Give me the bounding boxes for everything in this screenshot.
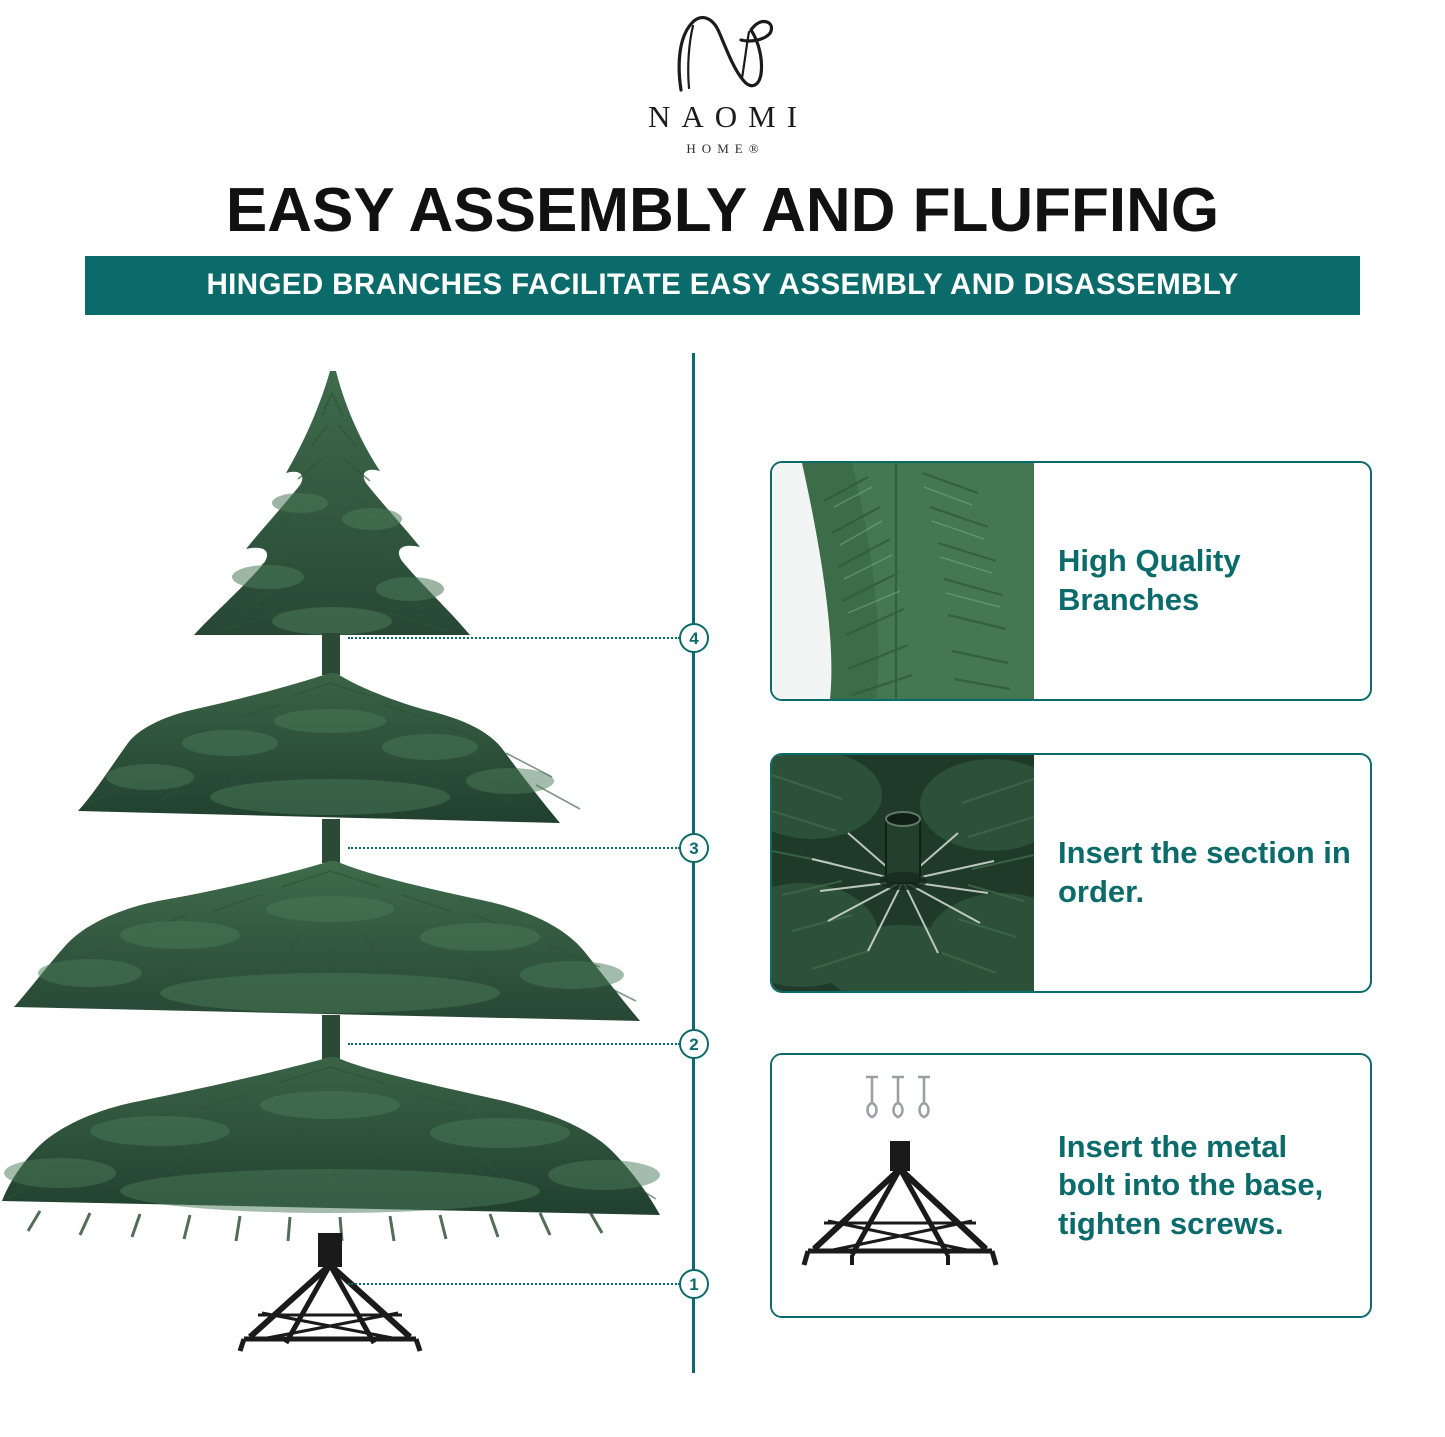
connector-line-3 [348,847,680,849]
brand-subname: HOME® [686,141,765,156]
tree-lower-middle-section [14,861,640,1059]
connector-line-4 [348,637,680,639]
tree-bottom-section [2,1057,660,1241]
feature-card-branches-text [1034,463,1370,699]
step-node-4: 4 [679,623,709,653]
card-label: High Quality Branches [1058,543,1241,618]
connector-line-1 [348,1283,680,1285]
connector-line-2 [348,1043,680,1045]
tree-pole-4 [322,633,340,675]
timeline-axis [692,353,695,1373]
subtitle-banner: HINGED BRANCHES FACILITATE EASY ASSEMBLY AND DISASSEMBLY [85,256,1360,315]
card-label: Insert the section in order. [1058,835,1351,910]
stand-with-screws-illustration [772,1055,1034,1316]
tree-top-section [194,371,470,675]
brand-header [0,0,1445,157]
feature-card-metal-bolt [770,1053,1372,1318]
tree-upper-middle-section [78,673,580,863]
step-node-3: 3 [679,833,709,863]
tree-pole-3 [322,819,340,863]
brand-name: NAOMI [647,99,809,134]
page-title: EASY ASSEMBLY AND FLUFFING [225,176,1220,245]
step-node-2: 2 [679,1029,709,1059]
assembly-diagram [0,353,1445,1383]
metal-tree-stand-icon [240,1233,420,1351]
step-node-1: 1 [679,1269,709,1299]
pole-insert-photo [772,755,1034,991]
feature-card-branches [770,461,1372,701]
feature-card-insert-section [770,753,1372,993]
branch-closeup-photo [772,463,1034,699]
tree-illustration [0,353,680,1383]
tree-pole-2 [322,1015,340,1059]
feature-card-insert-section-text [1034,755,1370,991]
feature-card-metal-bolt-text [1034,1055,1370,1316]
naomi-n-monogram-icon [663,12,783,97]
card-label: Insert the metal bolt into the base, tighten screws. [1058,1128,1324,1242]
